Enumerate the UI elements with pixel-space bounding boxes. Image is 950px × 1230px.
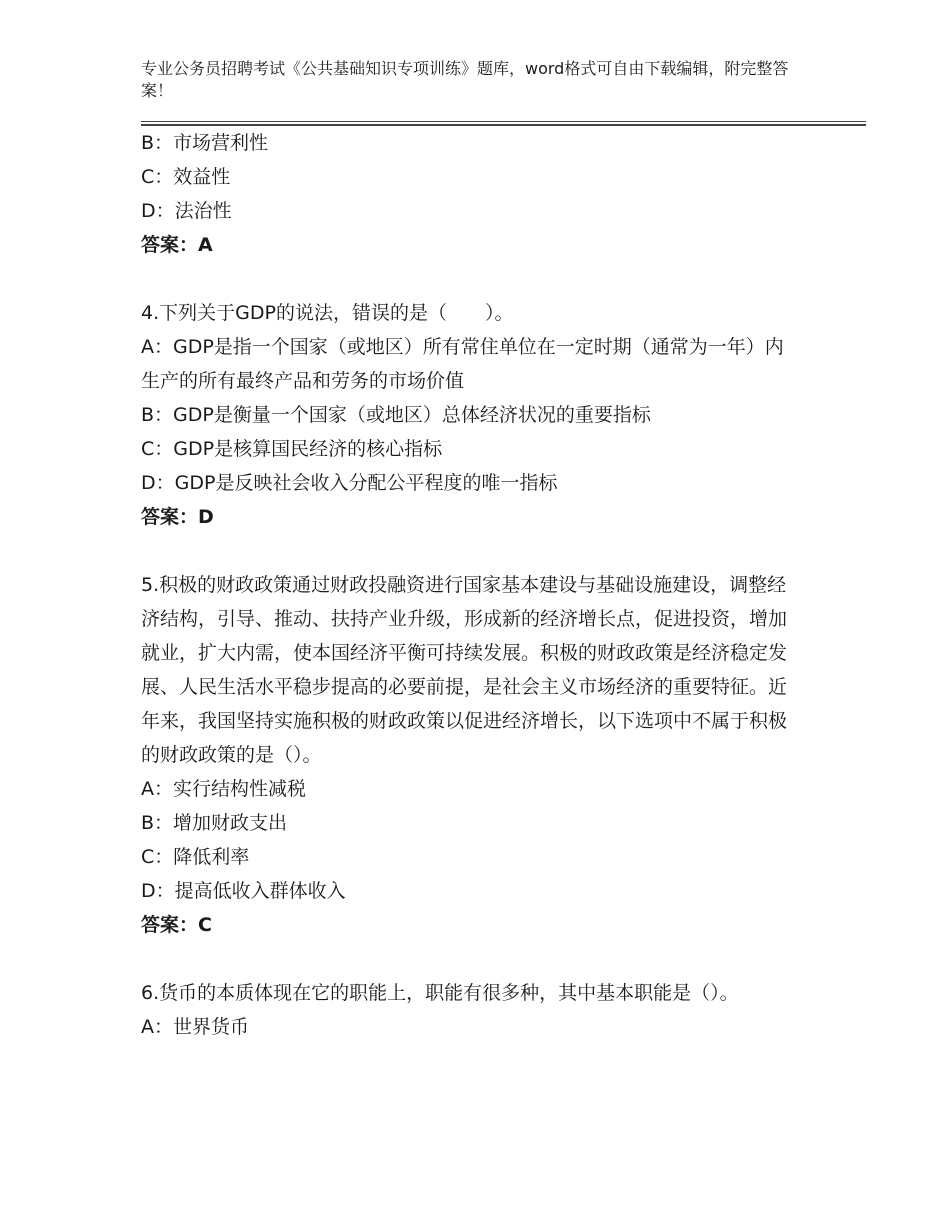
option-a: A：GDP是指一个国家（或地区）所有常住单位在一定时期（通常为一年）内生产的所有最终产品和劳务的市场价值 — [141, 336, 784, 392]
question-5 — [141, 568, 801, 942]
option-b: B：市场营利性 — [141, 132, 269, 154]
question-text: 6.货币的本质体现在它的职能上，职能有很多种，其中基本职能是（）。 — [141, 982, 739, 1004]
option-a: A：实行结构性减税 — [141, 778, 306, 800]
option-d: D：法治性 — [141, 200, 232, 222]
option-c: C：GDP是核算国民经济的核心指标 — [141, 438, 443, 460]
answer: 答案：A — [141, 234, 213, 256]
question-3-tail — [141, 126, 801, 262]
question-6 — [141, 976, 801, 1044]
spacer — [141, 262, 801, 296]
header-rule-thin — [141, 121, 866, 122]
option-b: B：增加财政支出 — [141, 812, 288, 834]
option-d: D：GDP是反映社会收入分配公平程度的唯一指标 — [141, 472, 558, 494]
question-text: 4.下列关于GDP的说法，错误的是（ ）。 — [141, 302, 514, 324]
option-c: C：效益性 — [141, 166, 231, 188]
option-b: B：GDP是衡量一个国家（或地区）总体经济状况的重要指标 — [141, 404, 651, 426]
spacer — [141, 534, 801, 568]
spacer — [141, 942, 801, 976]
question-content — [141, 126, 801, 1044]
option-c: C：降低利率 — [141, 846, 250, 868]
option-d: D：提高低收入群体收入 — [141, 880, 346, 902]
option-a: A：世界货币 — [141, 1016, 249, 1038]
page-header: 专业公务员招聘考试《公共基础知识专项训练》题库，word格式可自由下载编辑，附完整答案！ — [141, 59, 789, 100]
question-4 — [141, 296, 801, 534]
answer: 答案：D — [141, 506, 214, 528]
question-text: 5.积极的财政政策通过财政投融资进行国家基本建设与基础设施建设，调整经济结构，引导、推动、扶持产业升级，形成新的经济增长点，促进投资，增加就业，扩大内需，使本国经济平衡可持续发展。积极的财政政策是经济稳定发展、人民生活水平稳步提高的必要前提，是社会主义市场经济的重要特征。近年来，我国坚持实施积极的财政政策以促进经济增长，以下选项中不属于积极的财政政策的是（）。 — [141, 574, 788, 766]
answer: 答案：C — [141, 914, 212, 936]
